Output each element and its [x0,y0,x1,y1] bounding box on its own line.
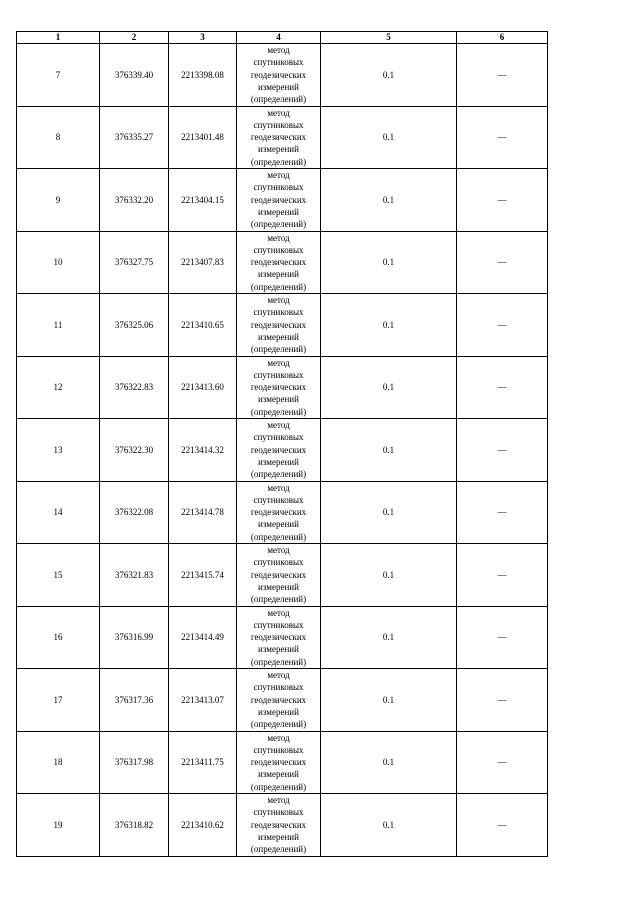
x-coordinate-cell: 376321.83 [100,544,169,607]
accuracy-cell: 0.1 [321,169,457,232]
method-line: (определений) [250,781,307,792]
table-row [17,44,548,107]
y-coordinate-cell: 2213404.15 [169,169,237,232]
method-cell [237,106,321,169]
method-cell [237,44,321,107]
method-line: (определений) [250,531,307,542]
note-cell: — [457,731,548,794]
accuracy-cell: 0.1 [321,544,457,607]
method-line: метод [267,545,290,556]
method-line: метод [267,357,290,368]
accuracy-cell: 0.1 [321,294,457,357]
note-cell: — [457,544,548,607]
method-line: (определений) [250,469,307,480]
method-line: метод [267,670,290,681]
method-cell [237,294,321,357]
method-line: метод [267,482,290,493]
method-cell [237,231,321,294]
header-col-4: 4 [237,32,321,44]
accuracy-cell: 0.1 [321,481,457,544]
x-coordinate-cell: 376327.75 [100,231,169,294]
note-cell: — [457,481,548,544]
method-line: измерений [258,269,299,280]
x-coordinate-cell: 376317.36 [100,669,169,732]
x-coordinate-cell: 376317.98 [100,731,169,794]
method-cell [237,606,321,669]
y-coordinate-cell: 2213414.49 [169,606,237,669]
method-line: (определений) [250,94,307,105]
method-cell [237,419,321,482]
method-line: (определений) [250,719,307,730]
note-cell: — [457,44,548,107]
method-line: измерений [258,331,299,342]
method-line: (определений) [250,594,307,605]
x-coordinate-cell: 376316.99 [100,606,169,669]
table-row [17,419,548,482]
note-cell: — [457,231,548,294]
coordinates-table [16,31,548,857]
method-line: измерений [258,519,299,530]
y-coordinate-cell: 2213411.75 [169,731,237,794]
method-line: измерений [258,144,299,155]
method-line: метод [267,420,290,431]
point-number-cell: 18 [17,731,100,794]
point-number-cell: 9 [17,169,100,232]
accuracy-cell: 0.1 [321,606,457,669]
accuracy-cell: 0.1 [321,231,457,294]
method-line: измерений [258,81,299,92]
method-line: спутниковых [253,307,304,318]
table-row [17,294,548,357]
point-number-cell: 10 [17,231,100,294]
y-coordinate-cell: 2213415.74 [169,544,237,607]
x-coordinate-cell: 376339.40 [100,44,169,107]
method-line: (определений) [250,281,307,292]
note-cell: — [457,669,548,732]
method-line: спутниковых [253,244,304,255]
header-col-2: 2 [100,32,169,44]
point-number-cell: 7 [17,44,100,107]
x-coordinate-cell: 376325.06 [100,294,169,357]
method-line: геодезических [250,319,307,330]
method-line: метод [267,795,290,806]
method-line: геодезических [250,444,307,455]
note-cell: — [457,294,548,357]
table-row [17,606,548,669]
note-cell: — [457,419,548,482]
x-coordinate-cell: 376322.08 [100,481,169,544]
method-line: измерений [258,394,299,405]
accuracy-cell: 0.1 [321,669,457,732]
method-cell [237,794,321,857]
method-line: спутниковых [253,182,304,193]
y-coordinate-cell: 2213413.60 [169,356,237,419]
accuracy-cell: 0.1 [321,731,457,794]
method-line: измерений [258,206,299,217]
header-col-5: 5 [321,32,457,44]
method-line: измерений [258,581,299,592]
accuracy-cell: 0.1 [321,44,457,107]
method-line: метод [267,45,290,56]
method-cell [237,669,321,732]
method-line: (определений) [250,156,307,167]
method-line: спутниковых [253,57,304,68]
table-row [17,669,548,732]
y-coordinate-cell: 2213410.65 [169,294,237,357]
method-line: геодезических [250,382,307,393]
point-number-cell: 17 [17,669,100,732]
method-line: геодезических [250,819,307,830]
method-cell [237,481,321,544]
method-line: спутниковых [253,557,304,568]
method-line: спутниковых [253,744,304,755]
y-coordinate-cell: 2213401.48 [169,106,237,169]
accuracy-cell: 0.1 [321,356,457,419]
header-row [17,32,548,44]
method-line: метод [267,107,290,118]
method-line: (определений) [250,219,307,230]
method-line: спутниковых [253,369,304,380]
point-number-cell: 16 [17,606,100,669]
method-cell [237,544,321,607]
table-header [17,32,548,44]
table-row [17,481,548,544]
method-line: (определений) [250,406,307,417]
method-line: геодезических [250,69,307,80]
x-coordinate-cell: 376332.20 [100,169,169,232]
method-line: геодезических [250,257,307,268]
point-number-cell: 11 [17,294,100,357]
table-row [17,356,548,419]
method-line: метод [267,232,290,243]
method-line: геодезических [250,694,307,705]
y-coordinate-cell: 2213410.62 [169,794,237,857]
x-coordinate-cell: 376318.82 [100,794,169,857]
note-cell: — [457,169,548,232]
method-line: (определений) [250,844,307,855]
method-line: (определений) [250,344,307,355]
method-line: измерений [258,456,299,467]
note-cell: — [457,106,548,169]
method-line: спутниковых [253,494,304,505]
table-row [17,169,548,232]
method-line: спутниковых [253,619,304,630]
point-number-cell: 8 [17,106,100,169]
method-line: спутниковых [253,807,304,818]
method-line: геодезических [250,132,307,143]
table-row [17,731,548,794]
method-line: спутниковых [253,432,304,443]
point-number-cell: 13 [17,419,100,482]
method-line: метод [267,732,290,743]
header-col-3: 3 [169,32,237,44]
x-coordinate-cell: 376335.27 [100,106,169,169]
method-line: спутниковых [253,119,304,130]
point-number-cell: 15 [17,544,100,607]
table-body [17,44,548,857]
header-col-6: 6 [457,32,548,44]
x-coordinate-cell: 376322.83 [100,356,169,419]
method-line: измерений [258,769,299,780]
table-row [17,231,548,294]
accuracy-cell: 0.1 [321,794,457,857]
method-line: геодезических [250,194,307,205]
header-col-1: 1 [17,32,100,44]
note-cell: — [457,606,548,669]
y-coordinate-cell: 2213414.32 [169,419,237,482]
method-line: измерений [258,706,299,717]
method-line: геодезических [250,569,307,580]
method-line: метод [267,170,290,181]
y-coordinate-cell: 2213398.08 [169,44,237,107]
method-cell [237,731,321,794]
method-line: спутниковых [253,682,304,693]
method-cell [237,169,321,232]
x-coordinate-cell: 376322.30 [100,419,169,482]
method-line: измерений [258,831,299,842]
table-row [17,106,548,169]
method-line: измерений [258,644,299,655]
method-line: метод [267,295,290,306]
y-coordinate-cell: 2213414.78 [169,481,237,544]
method-line: геодезических [250,507,307,518]
table-row [17,544,548,607]
method-line: геодезических [250,632,307,643]
note-cell: — [457,356,548,419]
y-coordinate-cell: 2213407.83 [169,231,237,294]
method-line: (определений) [250,656,307,667]
table-row [17,794,548,857]
note-cell: — [457,794,548,857]
accuracy-cell: 0.1 [321,106,457,169]
point-number-cell: 14 [17,481,100,544]
point-number-cell: 12 [17,356,100,419]
accuracy-cell: 0.1 [321,419,457,482]
point-number-cell: 19 [17,794,100,857]
method-line: геодезических [250,757,307,768]
method-cell [237,356,321,419]
y-coordinate-cell: 2213413.07 [169,669,237,732]
method-line: метод [267,607,290,618]
